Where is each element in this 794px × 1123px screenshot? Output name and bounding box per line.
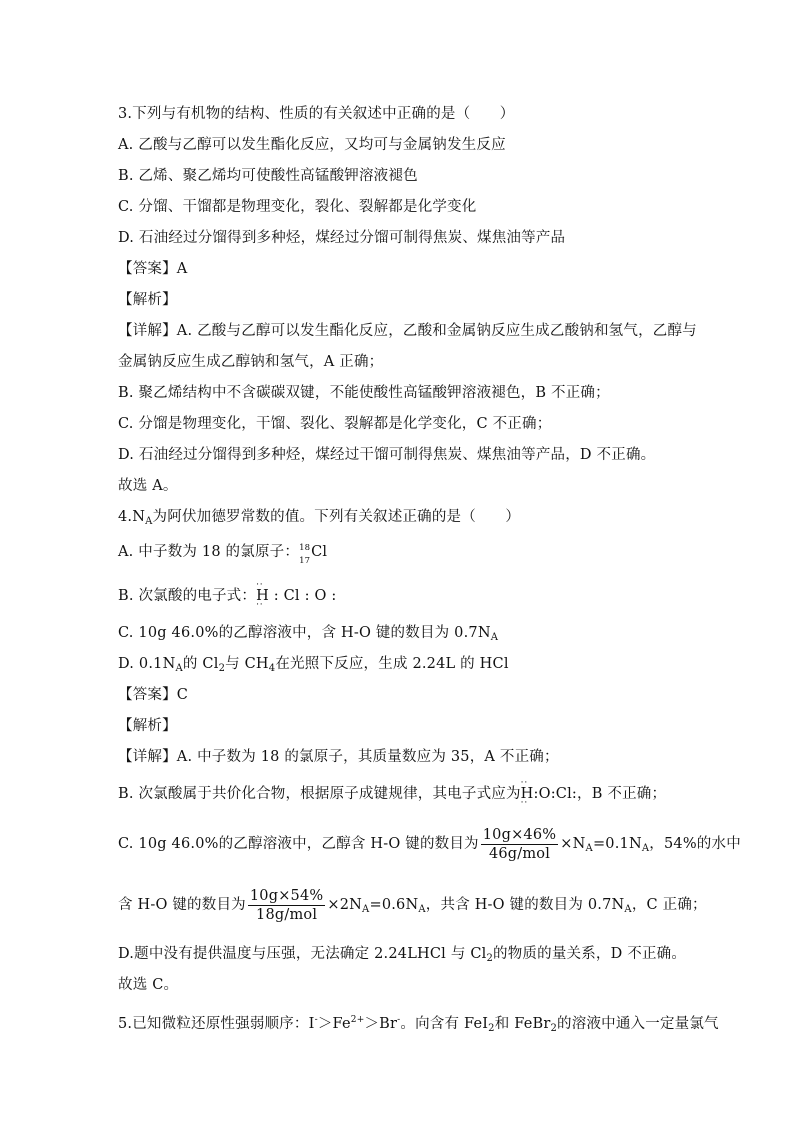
q4-detail-c2-sub: A xyxy=(362,904,370,915)
q4-detail-c2-sub2: A xyxy=(418,904,426,915)
q3-detail-a-line1: 【详解】A. 乙酸与乙醇可以发生酯化反应，乙酸和金属钠反应生成乙酸钠和氢气，乙醇与 xyxy=(118,323,697,339)
q4-option-c-text: C. 10g 46.0%的乙醇溶液中，含 H-O 键的数目为 0.7N xyxy=(118,625,491,641)
electron-formula-correct: · · H:O:Cl: · · xyxy=(521,784,577,804)
q5-stem-pre: 5.已知微粒还原性强弱顺序：I xyxy=(118,1016,315,1032)
q4-detail-c-line1 xyxy=(118,824,741,869)
isotope-atomic-number: 17 xyxy=(299,556,311,566)
q3-conclusion: 故选 A。 xyxy=(118,478,178,494)
q5-stem xyxy=(118,1010,719,1039)
q4-option-d-post: 在光照下反应，生成 2.24L 的 HCl xyxy=(275,656,509,672)
q5-mid4: 和 FeBr xyxy=(494,1016,551,1032)
q4-option-a xyxy=(118,542,694,566)
q4-option-d-sub2: 2 xyxy=(218,663,226,674)
q4-detail-a: 【详解】A. 中子数为 18 的氯原子，其质量数应为 35，A 不正确； xyxy=(118,749,559,765)
q4-option-d-pre: D. 0.1N xyxy=(118,656,176,672)
q4-option-d xyxy=(118,654,694,679)
q3-detail-c: C. 分馏是物理变化，干馏、裂化、裂解都是化学变化，C 不正确； xyxy=(118,416,552,432)
q4-option-d-mid2: 与 CH xyxy=(225,656,269,672)
q4-detail-c-post: ，54%的水中 xyxy=(649,836,741,852)
isotope-symbol: Cl xyxy=(311,544,328,560)
q4-detail-c2-mid3: ，共含 H-O 键的数目为 0.7N xyxy=(425,897,625,913)
q4-detail-c-line2 xyxy=(118,885,707,930)
q4-detail-c2-post: ，C 正确； xyxy=(631,897,707,913)
q4-option-c-sub: A xyxy=(490,632,499,643)
q5-sup1: - xyxy=(314,1015,318,1025)
isotope-notation xyxy=(299,542,311,566)
q4-answer: 【答案】C xyxy=(118,687,189,703)
q4-stem-sub: A xyxy=(145,516,153,527)
q5-post: 的溶液中通入一定量氯气 xyxy=(557,1016,719,1032)
q3-option-b: B. 乙烯、聚乙烯均可使酸性高锰酸钾溶液褪色 xyxy=(118,168,418,184)
q4-detail-d-sub: 2 xyxy=(486,953,494,964)
fraction-water xyxy=(248,887,326,924)
q4-detail-c2-mid2: =0.6N xyxy=(369,897,419,913)
q4-option-c xyxy=(118,623,694,648)
fraction-water-numerator: 10g×54% xyxy=(249,887,324,904)
q4-detail-c-sub: A xyxy=(585,843,593,854)
q5-mid1: ＞Fe xyxy=(317,1016,351,1032)
fraction-ethanol xyxy=(481,826,559,863)
q4-detail-b-pre: B. 次氯酸属于共价化合物，根据原子成键规律，其电子式应为 xyxy=(118,786,521,802)
q5-sup3: - xyxy=(397,1015,401,1025)
q3-answer: 【答案】A xyxy=(118,261,188,277)
q3-detail-b: B. 聚乙烯结构中不含碳碳双键，不能使酸性高锰酸钾溶液褪色，B 不正确； xyxy=(118,385,610,401)
fraction-ethanol-numerator: 10g×46% xyxy=(482,826,557,843)
q4-detail-d xyxy=(118,944,694,969)
q4-detail-c-pre: C. 10g 46.0%的乙醇溶液中，乙醇含 H-O 键的数目为 xyxy=(118,836,479,852)
q3-option-c: C. 分馏、干馏都是物理变化，裂化、裂解都是化学变化 xyxy=(118,199,477,215)
q3-stem: 3.下列与有机物的结构、性质的有关叙述中正确的是（ ） xyxy=(118,106,515,122)
q3-option-a: A. 乙酸与乙醇可以发生酯化反应，又均可与金属钠发生反应 xyxy=(118,137,506,153)
q4-detail-c2-mid: ×2N xyxy=(327,897,363,913)
q5-sup2: 2+ xyxy=(350,1015,365,1025)
q4-detail-c-mid: ×N xyxy=(560,836,586,852)
q4-option-b-text: B. 次氯酸的电子式： xyxy=(118,588,257,604)
q4-option-b xyxy=(118,586,694,606)
q4-option-d-mid1: 的 Cl xyxy=(182,656,219,672)
electron-formula-wrong: · · H : Cl : O : · · xyxy=(256,586,336,606)
q4-stem-post: 为阿伏加德罗常数的值。下列有关叙述正确的是（ ） xyxy=(152,509,521,525)
fraction-water-denominator: 18g/mol xyxy=(256,906,318,923)
q4-option-d-sub1: A xyxy=(175,663,183,674)
q5-sub1: 2 xyxy=(488,1023,495,1034)
q4-detail-b xyxy=(118,784,694,804)
q4-detail-c2-pre: 含 H-O 键的数目为 xyxy=(118,897,246,913)
isotope-mass: 18 xyxy=(299,543,311,553)
q4-detail-d-post: 的物质的量关系，D 不正确。 xyxy=(493,946,687,962)
q4-stem xyxy=(118,507,694,532)
fraction-ethanol-denominator: 46g/mol xyxy=(488,845,551,862)
q3-analysis-heading: 【解析】 xyxy=(118,292,177,308)
q4-option-a-text: A. 中子数为 18 的氯原子： xyxy=(118,544,300,560)
q4-detail-d-pre: D.题中没有提供温度与压强，无法确定 2.24LHCl 与 Cl xyxy=(118,946,487,962)
q4-detail-c2-sub3: A xyxy=(624,904,632,915)
q4-option-d-sub3: 4 xyxy=(268,663,276,674)
q4-detail-b-post: ，B 不正确； xyxy=(577,786,667,802)
q3-option-d: D. 石油经过分馏得到多种烃，煤经过分馏可制得焦炭、煤焦油等产品 xyxy=(118,230,566,246)
q3-detail-a-line2: 金属钠反应生成乙醇钠和氢气，A 正确； xyxy=(118,354,384,370)
q4-analysis-heading: 【解析】 xyxy=(118,718,177,734)
q4-stem-pre: 4.N xyxy=(118,509,146,525)
q3-detail-d: D. 石油经过分馏得到多种烃，煤经过干馏可制得焦炭、煤焦油等产品，D 不正确。 xyxy=(118,447,656,463)
q4-detail-c-sub2: A xyxy=(641,843,650,854)
q5-mid2: ＞Br xyxy=(364,1016,398,1032)
q5-mid3: 。向含有 FeI xyxy=(400,1016,489,1032)
q5-sub2: 2 xyxy=(550,1023,558,1034)
q4-detail-c-mid2: =0.1N xyxy=(592,836,642,852)
q4-conclusion: 故选 C。 xyxy=(118,977,179,993)
